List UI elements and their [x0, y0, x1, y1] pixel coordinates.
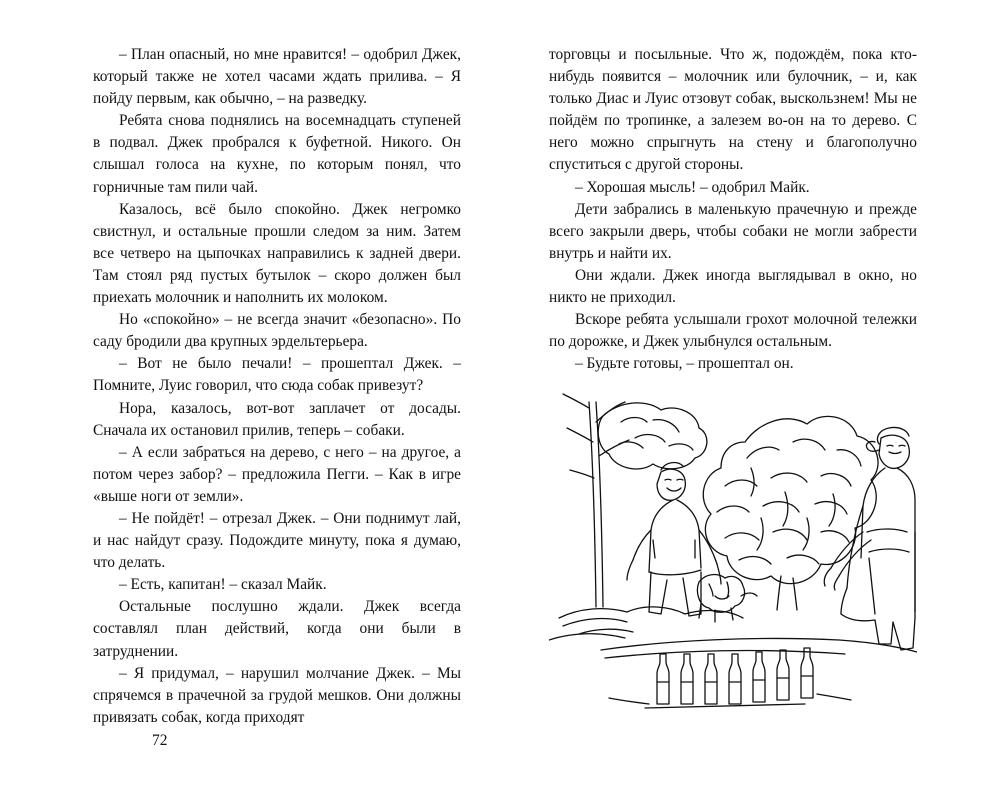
right-page-column	[549, 44, 917, 375]
paragraph: – Не пойдёт! – отрезал Джек. – Они поднимут лай, и нас найдут сразу. Подождите минуту, пока я думаю, что делать.	[93, 509, 461, 572]
paragraph: – Я придумал, – нарушил молчание Джек. – Мы спрячемся в прачечной за грудой мешков. Они должны привязать собак, когда приходят	[93, 664, 461, 726]
paragraph: Они ждали. Джек иногда выглядывал в окно, но никто не приходил.	[549, 266, 917, 307]
paragraph: – Есть, капитан! – сказал Майк.	[119, 576, 327, 594]
paragraph: Остальные послушно ждали. Джек всегда составлял план действий, когда они были в затруднении.	[93, 598, 461, 660]
paragraph: Дети забрались в маленькую прачечную и прежде всего закрыли дверь, чтобы собаки не могли забрести внутрь и найти их.	[549, 200, 917, 262]
chapter-illustration	[549, 382, 917, 712]
paragraph: – Хорошая мысль! – одобрил Майк.	[575, 178, 810, 196]
page-number: 72	[152, 732, 168, 749]
paragraph: – Будьте готовы, – прошептал он.	[575, 355, 794, 373]
paragraph: Нора, казалось, вот-вот заплачет от досады. Сначала их остановил прилив, теперь – собаки.	[93, 399, 461, 439]
paragraph: Ребята снова поднялись на восемнадцать ступеней в подвал. Джек пробрался к буфетной. Никого. Он слышал голоса на кухне, по которым понял, что горничные там пили чай.	[93, 112, 461, 196]
paragraph: Но «спокойно» – не всегда значит «безопасно». По саду бродили два крупных эрдельтерьера.	[93, 311, 461, 351]
left-page-column	[93, 44, 461, 729]
paragraph: торговцы и посыльные. Что ж, подождём, пока кто-нибудь появится – молочник или булочник, – и, как только Диас и Луис отзовут собак, выскользнем! Мы не пойдём по тропинке, а залезем во-он на то дерево. С него можно спрыгнуть на стену и благополучно спуститься с другой стороны.	[549, 46, 917, 174]
paragraph: – Вот не было печали! – прошептал Джек. – Помните, Луис говорил, что сюда собак привезут?	[93, 355, 461, 395]
paragraph: – А если забраться на дерево, с него – на другое, а потом через забор? – предложила Пегги. – Как в игре «выше ноги от земли».	[93, 443, 461, 505]
paragraph: Вскоре ребята услышали грохот молочной тележки по дорожке, и Джек улыбнулся остальным.	[549, 311, 917, 351]
paragraph: – План опасный, но мне нравится! – одобрил Джек, который также не хотел часами ждать прилива. – Я пойду первым, как обычно, – на разведку.	[93, 46, 461, 108]
paragraph: Казалось, всё было спокойно. Джек негромко свистнул, и остальные прошли следом за ним. Затем все четверо на цыпочках направились к задней двери. Там стоял ряд пустых бутылок – скоро должен был приехать молочник и наполнить их молоком.	[93, 200, 461, 307]
